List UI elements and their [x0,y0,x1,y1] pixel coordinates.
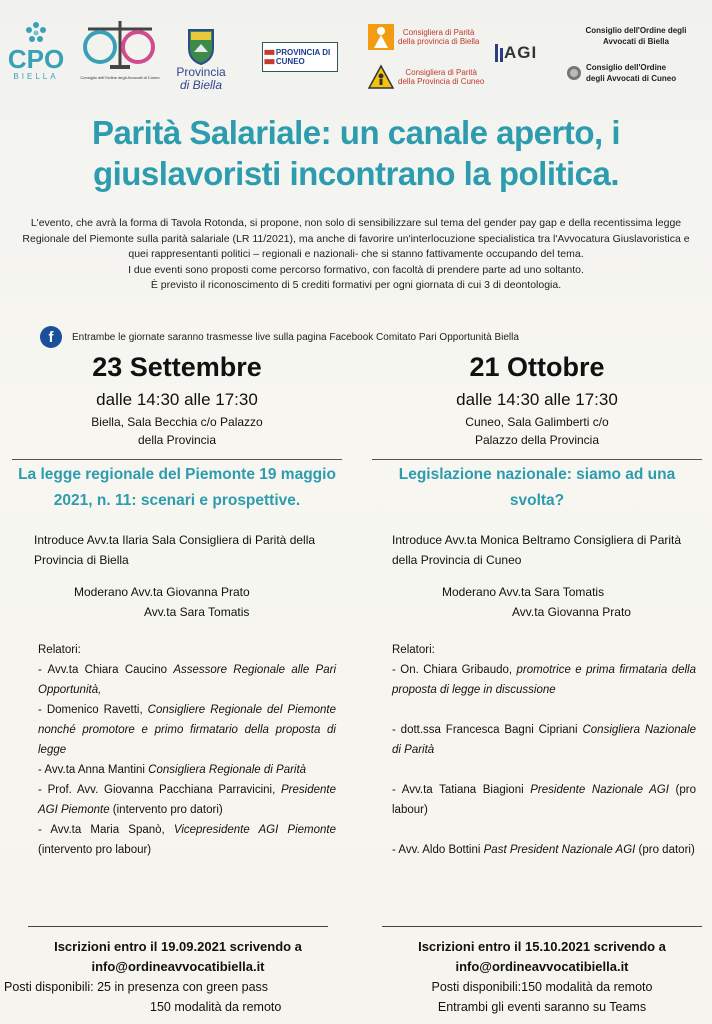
speaker-item [392,660,696,700]
speaker-name: - Avv.ta Anna Mantini [38,764,149,776]
speaker-item [392,840,696,860]
event-time: dalle 14:30 alle 17:30 [456,390,618,409]
ordine-cuneo-text [586,62,676,84]
ordine-seal-icon [566,65,582,81]
speaker-role: Assessore Regionale alle Pari Opportunità, [38,664,336,696]
speaker-note: (intervento pro labour) [38,844,152,856]
event-column-biella [12,350,342,860]
coat-of-arms-icon [186,26,216,66]
registration-deadline: Iscrizioni entro il 19.09.2021 scrivendo a [54,939,302,954]
title-line1: Parità Salariale: un canale aperto, i [91,114,621,151]
seats-info [0,977,356,1017]
speakers-label: Relatori: [38,644,81,656]
provincia-line2: di Biella [179,78,222,92]
cuneo-shield-icon [263,45,276,69]
introduce-text: Introduce Avv.ta Monica Beltramo Consigliera di Parità della Provincia di Cuneo [392,533,682,567]
event-place [12,413,342,449]
speaker-role: Consigliere Regionale del Piemonte nonché promotore e primo firmatario della proposta di legge [38,704,336,756]
moderator-2: Avv.ta Giovanna Prato [512,605,631,619]
registration-deadline: Iscrizioni entro il 15.10.2021 scrivendo a [418,939,666,954]
speaker-item [392,780,696,820]
speaker-name: - Domenico Ravetti, [38,704,148,716]
speaker-role: Presidente AGI Piemonte [38,784,336,816]
speakers-list [372,640,702,860]
consigliera-cuneo-logo [368,62,486,92]
cpo-star-icon [23,20,49,46]
seats-line1: Posti disponibili:150 modalità da remoto [431,980,653,994]
session-title-line1: Legislazione nazionale: siamo ad una [398,466,676,483]
provincia-line1: Provincia [176,65,226,79]
scale-of-justice-icon [80,17,160,73]
facebook-notice [40,326,680,348]
speaker-item [38,760,336,780]
speaker-item [38,700,336,760]
seats-info [372,977,712,1017]
ordine-biella-text [566,22,706,50]
place-line1: Biella, Sala Becchia c/o Palazzo [91,415,263,429]
speaker-note: (intervento pro datori) [109,804,223,816]
facebook-icon[interactable]: f [40,326,62,348]
consigliera-biella-line1: Consigliera di Parità [402,28,475,37]
speakers-list [12,640,342,860]
session-title [372,462,702,514]
divider [372,459,702,460]
moderators [372,582,702,622]
speaker-item [38,660,336,700]
speaker-name: - Avv.ta Maria Spanò, [38,824,174,836]
consigliera-cuneo-text [398,68,484,86]
speaker-role: promotrice e prima firmataria della proposta di legge in discussione [392,664,696,696]
consigliera-biella-line2: della provincia di Biella [398,37,480,46]
divider [28,926,328,927]
speaker-role: Vicepresidente AGI Piemonte [173,824,336,836]
speakers-label: Relatori: [392,644,435,656]
speaker-role: Consigliera Regionale di Parità [148,764,307,776]
cpo-biella-logo [4,14,68,86]
session-title-line2: svolta? [509,492,565,509]
event-time: dalle 14:30 alle 17:30 [96,390,258,409]
registration-email-link[interactable]: info@ordineavvocatibiella.it [455,959,629,974]
speaker-note: (pro labour) [392,784,696,816]
provincia-cuneo-logo [262,42,338,72]
provincia-biella-name [176,66,225,92]
moderators [12,582,342,622]
speaker-item [392,720,696,760]
consigliera-biella-text [398,28,479,46]
logo-header [0,0,712,110]
speaker-role: Past President Nazionale AGI [483,844,636,856]
place-line2: della Provincia [137,433,217,447]
moderator-1: Moderano Avv.ta Giovanna Prato [74,585,250,599]
ordine-cuneo-logo [566,58,706,88]
moderator-2: Avv.ta Sara Tomatis [144,605,250,619]
provincia-cuneo-name: PROVINCIA DI CUNEO [275,48,331,66]
ordine-biella-line2: Avvocati di Biella [603,37,669,46]
agi-bars-icon [494,42,504,64]
scale-caption: Consiglio dell'Ordine degli Avvocati di Cuneo [80,74,160,80]
speaker-name: - dott.ssa Francesca Bagni Cipriani [392,724,583,736]
intro-text [14,216,698,294]
place-line1: Cuneo, Sala Galimberti c/o [465,415,609,429]
registration-biella [0,926,356,1017]
speaker-item [38,820,336,860]
introduce-text: Introduce Avv.ta Ilaria Sala Consigliera di Parità della Provincia di Biella [34,533,316,567]
session-title-line2: 2021, n. 11: scenari e prospettive. [53,492,301,509]
intro-paragraph-1: L'evento, che avrà la forma di Tavola Rotonda, si propone, non solo di sensibilizzare sul tema del gender pay gap e della recentissima legge Regionale del Piemonte sulla parità salariale (LR 11/2021), ma anche di favorire un'interlocuzione specialistica tra l'Avvocatura Giuslavoristica e quei rappresentanti politici – regionali e nazionali- che si stanno fattivamente occupando del tema. [22,217,690,260]
divider [12,459,342,460]
speaker-role: Presidente Nazionale AGI [530,784,669,796]
consigliera-cuneo-line2: della Provincia di Cuneo [398,77,485,86]
speaker-role: Consigliera Nazionale di Parità [392,724,696,756]
moderator-1: Moderano Avv.ta Sara Tomatis [442,585,605,599]
speaker-name: - Avv.ta Tatiana Biagioni [392,784,531,796]
event-place [372,413,702,449]
facebook-text: Entrambe le giornate saranno trasmesse live sulla pagina Facebook Comitato Pari Opportunità Biella [72,331,519,343]
page-title [20,112,692,194]
agi-text: AGI [504,43,538,62]
consigliera-biella-logo [368,22,480,52]
session-title-line1: La legge regionale del Piemonte 19 maggio [18,466,336,483]
seats-line1: Posti disponibili: 25 in presenza con green pass [4,980,269,994]
title-line2: giuslavoristi incontrano la politica. [92,155,620,192]
ordine-biella-line1: Consiglio dell'Ordine degli [585,26,687,35]
speaker-item [38,780,336,820]
consigliera-cuneo-line1: Consigliera di Parità [405,68,477,77]
place-line2: Palazzo della Provincia [474,433,600,447]
registration-email-link[interactable]: info@ordineavvocatibiella.it [91,959,265,974]
speaker-name: - Avv.ta Chiara Caucino [38,664,174,676]
event-date: 23 Settembre [92,352,262,382]
speaker-name: - On. Chiara Gribaudo, [392,664,517,676]
speaker-name: - Avv. Aldo Bottini [392,844,484,856]
session-title [12,462,342,514]
event-column-cuneo [372,350,702,860]
consigliera-figure-icon [368,24,394,50]
divider [382,926,702,927]
agi-logo [494,40,560,66]
speaker-name: - Prof. Avv. Giovanna Pacchiana Parravicini, [38,784,282,796]
seats-line2: 150 modalità da remoto [150,1000,282,1014]
ordine-cuneo-line1: Consiglio dell'Ordine [586,63,667,72]
registration-cuneo [372,926,712,1017]
event-date: 21 Ottobre [469,352,605,382]
ordine-cuneo-scale-logo [76,14,164,82]
seats-line2: Entrambi gli eventi saranno su Teams [437,1000,647,1014]
intro-paragraph-3: È previsto il riconoscimento di 5 crediti formativi per ogni giornata di cui 3 di deontologia. [150,279,562,291]
cpo-city: BIELLA [13,71,59,81]
speaker-note: (pro datori) [635,844,695,856]
warning-figure-icon [368,64,394,90]
intro-paragraph-2: I due eventi sono proposti come percorso formativo, con facoltà di prendere parte ad uno soltanto. [128,263,584,276]
provincia-biella-logo [168,18,234,100]
ordine-cuneo-line2: degli Avvocati di Cuneo [586,74,677,83]
cpo-text: CPO [7,43,65,74]
